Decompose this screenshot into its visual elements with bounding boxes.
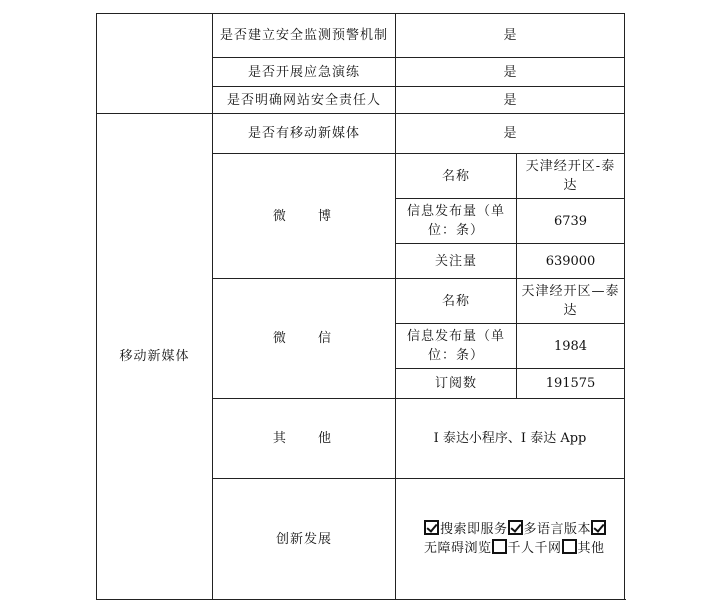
drill-label: 是否开展应急演练 [213, 58, 396, 87]
other-value: I 泰达小程序、I 泰达 App [396, 399, 625, 479]
innovation-option [492, 541, 562, 556]
has-media-value: 是 [396, 114, 625, 154]
innovation-option-label: 其他 [577, 541, 605, 556]
has-media-row [97, 114, 625, 154]
checkbox-icon[interactable] [424, 520, 439, 535]
innovation-option-label: 搜索即服务 [440, 522, 508, 537]
wechat-posts-label: 信息发布量（单位：条） [396, 324, 517, 369]
innovation-option [508, 522, 592, 537]
has-media-label: 是否有移动新媒体 [213, 114, 396, 154]
monitoring-row [97, 14, 625, 58]
wechat-subscribers-value: 191575 [517, 369, 625, 399]
weibo-followers-value: 639000 [517, 244, 625, 279]
wechat-name-value: 天津经开区—泰达 [517, 279, 625, 324]
monitoring-value: 是 [396, 14, 625, 58]
checkbox-icon[interactable] [562, 539, 577, 554]
wechat-label: 微 信 [213, 279, 396, 399]
monitoring-label: 是否建立安全监测预警机制 [213, 14, 396, 58]
checkbox-icon[interactable] [492, 539, 507, 554]
innovation-option [562, 541, 605, 556]
innovation-options [396, 479, 625, 600]
innovation-label: 创新发展 [213, 479, 396, 600]
weibo-posts-label: 信息发布量（单位：条） [396, 199, 517, 244]
weibo-name-value: 天津经开区-泰达 [517, 154, 625, 199]
wechat-posts-value: 1984 [517, 324, 625, 369]
security-section-cell [97, 14, 213, 114]
wechat-subscribers-label: 订阅数 [396, 369, 517, 399]
innovation-option-label: 千人千网 [507, 541, 562, 556]
innovation-option-label: 多语言版本 [523, 522, 592, 537]
other-label: 其 他 [213, 399, 396, 479]
report-table [96, 13, 625, 600]
weibo-posts-value: 6739 [517, 199, 625, 244]
drill-value: 是 [396, 58, 625, 87]
responsible-value: 是 [396, 87, 625, 114]
media-section-label: 移动新媒体 [97, 114, 213, 600]
weibo-label: 微 博 [213, 154, 396, 279]
weibo-name-label: 名称 [396, 154, 517, 199]
weibo-followers-label: 关注量 [396, 244, 517, 279]
wechat-name-label: 名称 [396, 279, 517, 324]
responsible-label: 是否明确网站安全责任人 [213, 87, 396, 114]
innovation-option [424, 522, 508, 537]
checkbox-icon[interactable] [591, 520, 606, 535]
checkbox-icon[interactable] [508, 520, 523, 535]
innovation-option-label: 无障碍浏览 [424, 541, 492, 556]
